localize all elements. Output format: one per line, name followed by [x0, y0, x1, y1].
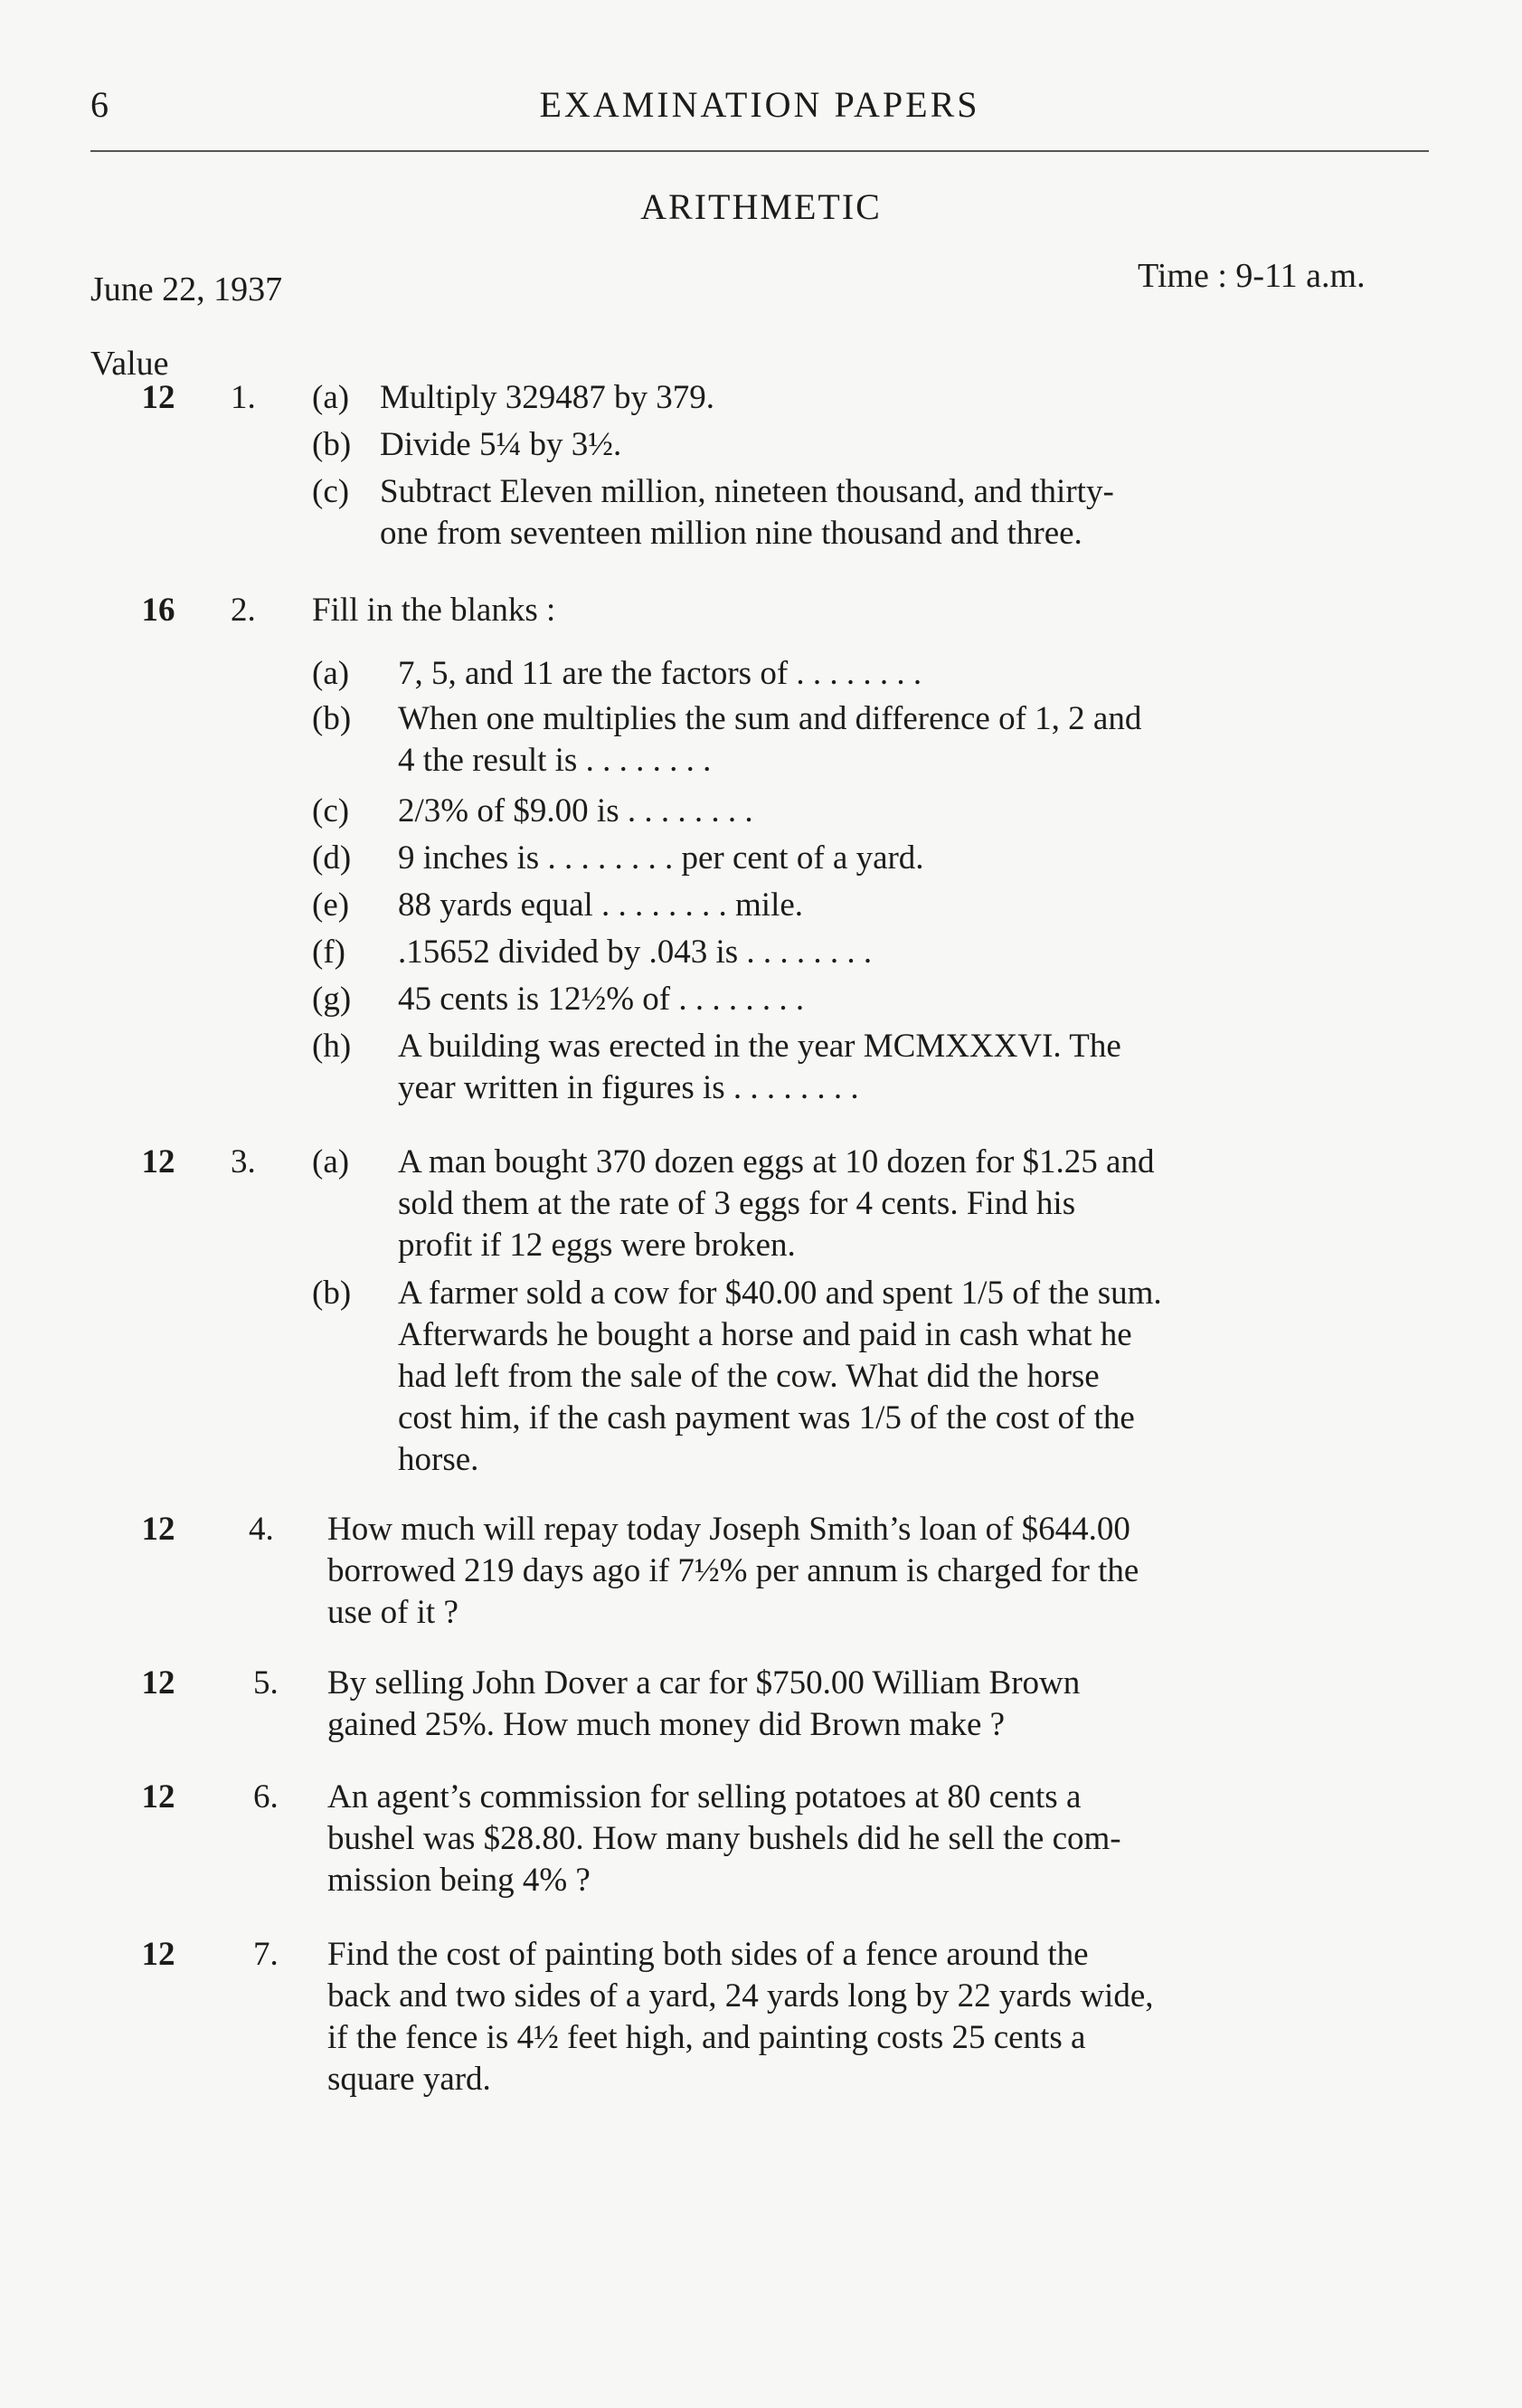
- question-value: 12: [141, 1936, 175, 1973]
- question-number: 3.: [231, 1143, 256, 1180]
- part-text: 2/3% of $9.00 is . . . . . . . .: [398, 792, 753, 830]
- text-line: Subtract Eleven million, nineteen thousand, and thirty-: [380, 473, 1114, 510]
- text-line: profit if 12 eggs were broken.: [398, 1227, 796, 1264]
- part-text: Divide 5¼ by 3½.: [380, 426, 622, 463]
- part-text: 88 yards equal . . . . . . . . mile.: [398, 886, 804, 924]
- part-label: (b): [312, 426, 352, 463]
- part-text: .15652 divided by .043 is . . . . . . . .: [398, 934, 873, 971]
- part-label: (a): [312, 655, 350, 692]
- subject-title: ARITHMETIC: [640, 186, 882, 227]
- part-text: [398, 1273, 1447, 1481]
- text-line: 4 the result is . . . . . . . .: [398, 742, 712, 779]
- header-rule: [90, 150, 1429, 152]
- part-label: (c): [312, 473, 350, 510]
- text-line: if the fence is 4½ feet high, and painting costs 25 cents a: [327, 2019, 1086, 2056]
- text-line: one from seventeen million nine thousand and three.: [380, 515, 1082, 552]
- part-label: (g): [312, 981, 352, 1018]
- part-text: Multiply 329487 by 379.: [380, 379, 715, 416]
- value-column-heading: Value: [90, 345, 169, 383]
- running-title: EXAMINATION PAPERS: [539, 84, 980, 125]
- text-line: square yard.: [327, 2061, 491, 2098]
- page-number: 6: [90, 84, 109, 125]
- text-line: back and two sides of a yard, 24 yards long by 22 yards wide,: [327, 1977, 1154, 2015]
- part-label: (b): [312, 700, 352, 737]
- part-label: (d): [312, 839, 352, 877]
- text-line: cost him, if the cash payment was 1/5 of the cost of the: [398, 1399, 1135, 1436]
- part-label: (h): [312, 1028, 352, 1065]
- text-line: had left from the sale of the cow. What did the horse: [398, 1358, 1100, 1395]
- text-line: year written in figures is . . . . . . . .: [398, 1069, 859, 1106]
- question-text: [327, 1777, 1458, 1901]
- question-value: 12: [141, 1778, 175, 1815]
- text-line: Find the cost of painting both sides of a fence around the: [327, 1936, 1089, 1973]
- text-line: A man bought 370 dozen eggs at 10 dozen for $1.25 and: [398, 1143, 1155, 1180]
- text-line: Afterwards he bought a horse and paid in cash what he: [398, 1316, 1132, 1353]
- part-text: [398, 698, 1447, 782]
- question-value: 12: [141, 1664, 175, 1702]
- question-value: 12: [141, 1143, 175, 1180]
- question-number: 4.: [249, 1511, 274, 1548]
- text-line: gained 25%. How much money did Brown make ?: [327, 1706, 1006, 1743]
- question-text: [327, 1934, 1458, 2100]
- text-line: use of it ?: [327, 1594, 458, 1631]
- text-line: When one multiplies the sum and difference of 1, 2 and: [398, 700, 1142, 737]
- question-text: [327, 1663, 1458, 1746]
- question-text: Fill in the blanks :: [312, 592, 556, 629]
- question-number: 5.: [253, 1664, 279, 1702]
- question-number: 2.: [231, 592, 256, 629]
- text-line: An agent’s commission for selling potatoes at 80 cents a: [327, 1778, 1082, 1815]
- question-value: 12: [141, 1511, 175, 1548]
- question-value: 16: [141, 592, 175, 629]
- part-text: 7, 5, and 11 are the factors of . . . . . . . .: [398, 655, 922, 692]
- part-text: 9 inches is . . . . . . . . per cent of a yard.: [398, 839, 924, 877]
- text-line: By selling John Dover a car for $750.00 William Brown: [327, 1664, 1081, 1702]
- part-text: [398, 1142, 1447, 1266]
- question-text: [327, 1509, 1458, 1634]
- part-label: (b): [312, 1275, 352, 1312]
- question-value: 12: [141, 379, 175, 416]
- part-label: (f): [312, 934, 345, 971]
- text-line: A farmer sold a cow for $40.00 and spent 1/5 of the sum.: [398, 1275, 1162, 1312]
- exam-date: June 22, 1937: [90, 270, 283, 308]
- text-line: mission being 4% ?: [327, 1862, 591, 1899]
- part-text: [398, 1026, 1447, 1109]
- part-label: (a): [312, 1143, 350, 1180]
- part-label: (c): [312, 792, 350, 830]
- part-text: [380, 471, 1429, 555]
- text-line: A building was erected in the year MCMXXXVI. The: [398, 1028, 1121, 1065]
- part-text: 45 cents is 12½% of . . . . . . . .: [398, 981, 805, 1018]
- text-line: bushel was $28.80. How many bushels did he sell the com-: [327, 1820, 1121, 1857]
- exam-time: Time : 9-11 a.m.: [1138, 257, 1366, 295]
- running-head: [90, 83, 1429, 130]
- question-number: 7.: [253, 1936, 279, 1973]
- text-line: How much will repay today Joseph Smith’s loan of $644.00: [327, 1511, 1130, 1548]
- question-number: 1.: [231, 379, 256, 416]
- text-line: borrowed 219 days ago if 7½% per annum is charged for the: [327, 1552, 1139, 1589]
- text-line: horse.: [398, 1441, 479, 1478]
- text-line: sold them at the rate of 3 eggs for 4 cents. Find his: [398, 1185, 1076, 1222]
- question-number: 6.: [253, 1778, 279, 1815]
- part-label: (e): [312, 886, 350, 924]
- part-label: (a): [312, 379, 350, 416]
